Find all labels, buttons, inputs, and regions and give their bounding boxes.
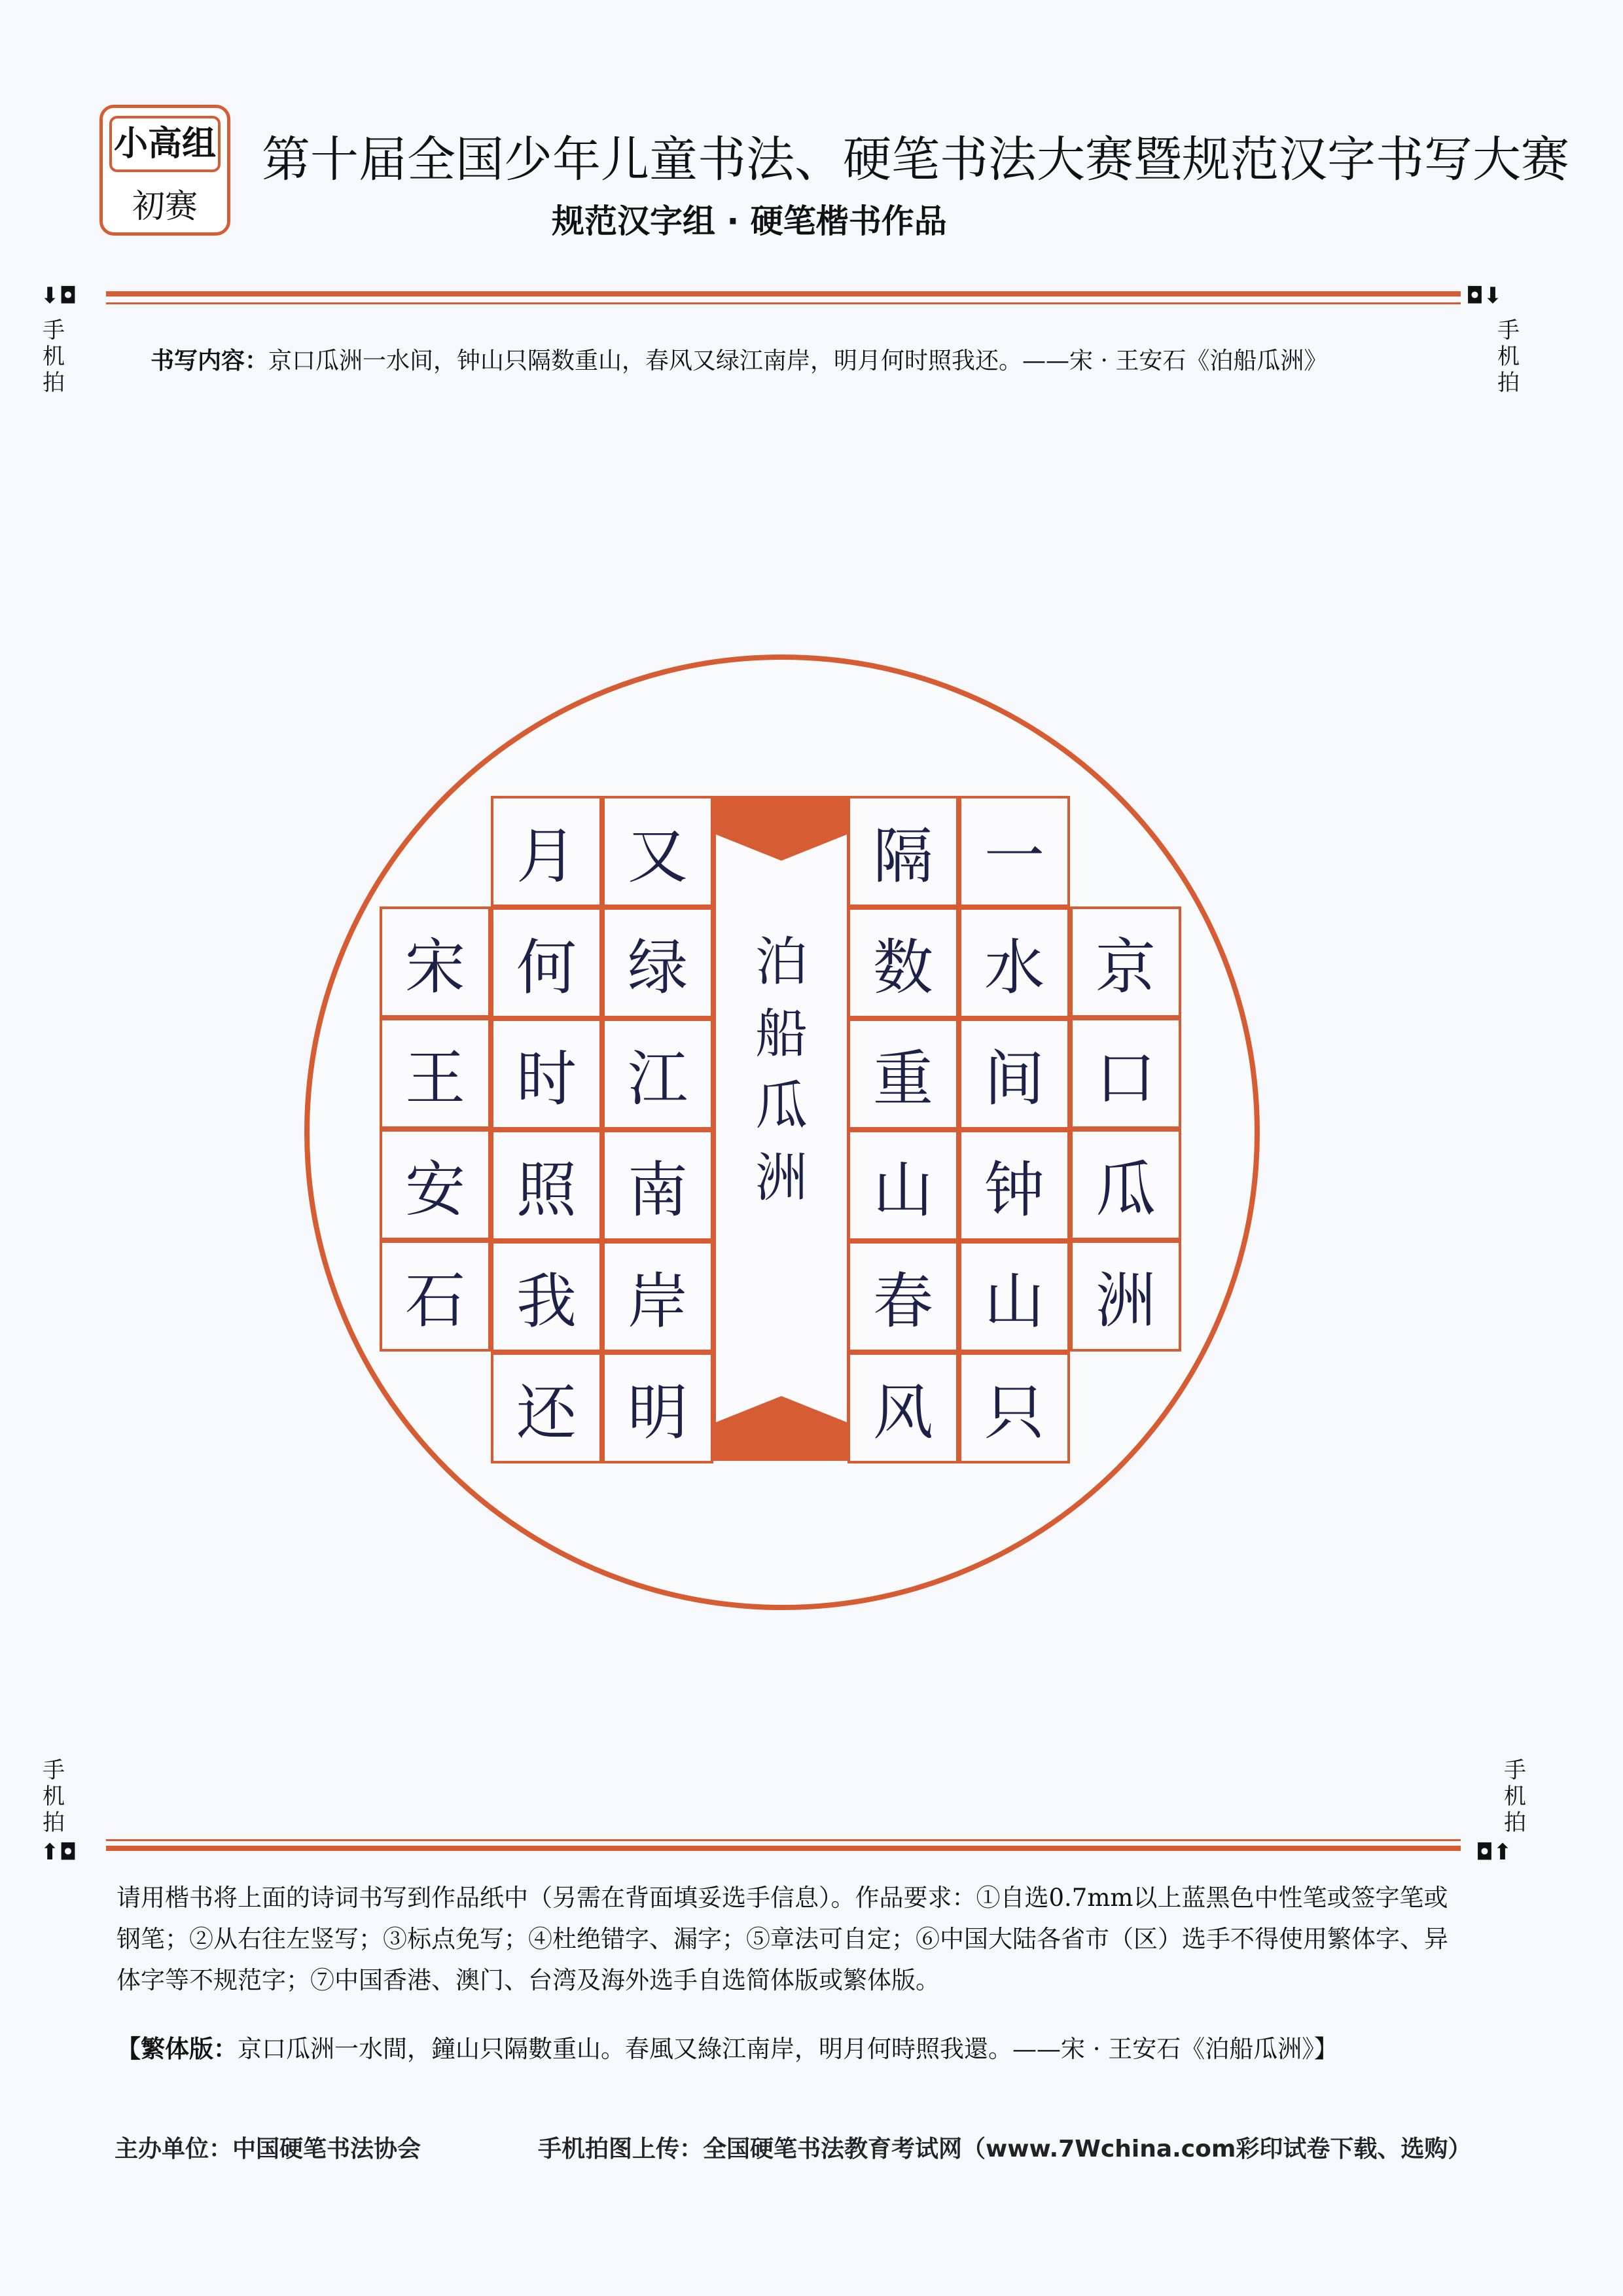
grid-cell-char: 京 — [1070, 906, 1181, 1018]
badge-group: 小高组 — [109, 116, 221, 172]
arrow-up-icon: ⬆ — [1493, 1839, 1512, 1865]
grid-cell-char: 石 — [380, 1240, 491, 1352]
photo-marker-top-right — [1466, 283, 1502, 309]
grid-cell-char: 水 — [959, 907, 1070, 1018]
grid-cell-char: 口 — [1070, 1018, 1181, 1129]
grid-cell-char: 又 — [602, 796, 713, 907]
photo-marker-top-left — [41, 283, 77, 309]
grid-cell-char: 时 — [491, 1018, 602, 1130]
top-divider-thick — [106, 291, 1461, 296]
grid-cell-char: 安 — [380, 1129, 491, 1240]
grid-cell-char: 一 — [959, 796, 1070, 907]
grid-cell-char: 绿 — [602, 907, 713, 1018]
writing-content-text: 京口瓜洲一水间，钟山只隔数重山，春风又绿江南岸，明月何时照我还。——宋 · 王安石《泊船瓜洲》 — [268, 348, 1328, 374]
top-divider-thin — [106, 302, 1461, 304]
side-label-bottom-left: 手机拍 — [43, 1757, 65, 1836]
badge-stage: 初赛 — [132, 187, 198, 225]
grid-cell-char: 只 — [959, 1352, 1070, 1463]
grid-cell-char: 重 — [847, 1018, 959, 1130]
camera-icon: ◘ — [59, 1839, 77, 1865]
title-char: 泊 — [755, 931, 808, 992]
writing-content — [151, 342, 1327, 376]
side-label-bottom-right: 手机拍 — [1504, 1757, 1526, 1836]
traditional-version — [116, 2029, 1338, 2064]
grid-cell-char: 山 — [847, 1130, 959, 1241]
grid-cell-char: 王 — [380, 1018, 491, 1129]
arrow-down-icon: ⬇ — [41, 283, 60, 309]
title-char: 船 — [755, 1003, 808, 1064]
upload-info: 手机拍图上传：全国硬笔书法教育考试网（www.7Wchina.com彩印试卷下载、选购） — [538, 2136, 1472, 2162]
grid-cell-char: 隔 — [847, 796, 959, 907]
grid-cell-char: 洲 — [1070, 1240, 1181, 1352]
camera-icon: ◘ — [1476, 1839, 1493, 1865]
group-badge — [99, 105, 230, 236]
traditional-text: 京口瓜洲一水間，鐘山只隔數重山。春風又綠江南岸，明月何時照我還。——宋 · 王安石《泊船瓜洲》】 — [238, 2035, 1338, 2063]
traditional-label: 【繁体版： — [116, 2035, 238, 2063]
camera-icon: ◘ — [1466, 283, 1484, 309]
page-title: 第十届全国少年儿童书法、硬笔书法大赛暨规范汉字书写大赛 — [262, 132, 1569, 188]
side-label-top-right: 手机拍 — [1497, 317, 1520, 396]
grid-cell-char: 还 — [491, 1352, 602, 1463]
photo-marker-bottom-right — [1476, 1839, 1512, 1865]
side-label-top-left: 手机拍 — [43, 317, 65, 396]
artwork-title-banner — [713, 796, 849, 1461]
title-char: 洲 — [755, 1147, 808, 1208]
grid-cell-char: 钟 — [959, 1130, 1070, 1241]
page-subtitle: 规范汉字组 · 硬笔楷书作品 — [552, 202, 947, 240]
grid-cell-char: 数 — [847, 907, 959, 1018]
grid-cell-char: 江 — [602, 1018, 713, 1130]
arrow-up-icon: ⬆ — [41, 1839, 60, 1865]
grid-cell-char: 风 — [847, 1352, 959, 1463]
grid-cell-char: 瓜 — [1070, 1129, 1181, 1240]
bottom-divider-thick — [106, 1846, 1461, 1851]
grid-cell-char: 南 — [602, 1130, 713, 1241]
camera-icon: ◘ — [59, 283, 77, 309]
bottom-divider-thin — [106, 1839, 1461, 1841]
grid-cell-char: 山 — [959, 1241, 1070, 1352]
title-char: 瓜 — [755, 1075, 808, 1136]
grid-cell-char: 间 — [959, 1018, 1070, 1130]
grid-cell-char: 宋 — [380, 906, 491, 1018]
grid-cell-char: 岸 — [602, 1241, 713, 1352]
arrow-down-icon: ⬇ — [1483, 283, 1503, 309]
organizer: 主办单位：中国硬笔书法协会 — [115, 2136, 421, 2162]
grid-cell-char: 明 — [602, 1352, 713, 1463]
grid-cell-char: 照 — [491, 1130, 602, 1241]
artwork-title — [716, 926, 847, 1214]
requirements-text: 请用楷书将上面的诗词书写到作品纸中（另需在背面填妥选手信息）。作品要求：①自选0.7mm以上蓝黑色中性笔或签字笔或钢笔；②从右往左竖写；③标点免写；④杜绝错字、漏字；⑤章法可自定；⑥中国大陆各省市（区）选手不得使用繁体字、异体字等不规范字；⑦中国香港、澳门、台湾及海外选手自选简体版或繁体版。 — [116, 1884, 1448, 1994]
grid-cell-char: 我 — [491, 1241, 602, 1352]
grid-cell-char: 春 — [847, 1241, 959, 1352]
grid-cell-char: 月 — [491, 796, 602, 907]
grid-cell-char: 何 — [491, 907, 602, 1018]
writing-content-label: 书写内容： — [151, 348, 269, 374]
photo-marker-bottom-left — [41, 1839, 77, 1865]
